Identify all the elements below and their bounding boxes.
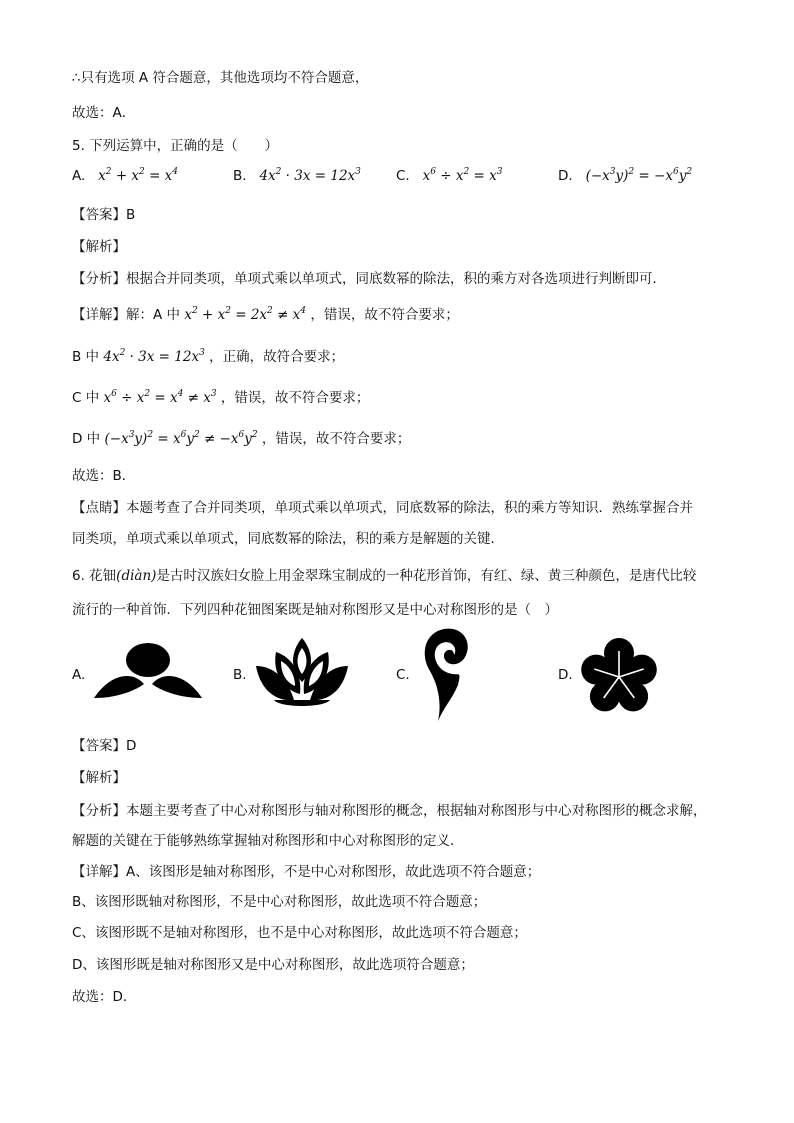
q6-option-a-label: A.: [72, 667, 86, 683]
q6-option-c-label: C.: [396, 667, 410, 683]
q6-pinyin: (diàn): [116, 568, 157, 584]
q6-detail-3: C、该图形既不是轴对称图形，也不是中心对称图形，故此选项不符合题意；: [72, 925, 527, 941]
five-petal-flower-icon-d: [578, 637, 660, 717]
q6-option-b-label: B.: [233, 667, 247, 683]
q6-stem-2: 流行的一种首饰．下列四种花钿图案既是轴对称图形又是中心对称图形的是（ ）: [72, 602, 558, 618]
q5-detail-d: D 中 $(-x^3y)^2 = x^6y^2 \ne -x^6y^2$ ，错误，故不符合要求；: [72, 430, 411, 447]
q6-choice: 故选：D．: [72, 989, 137, 1005]
q5-comment-2: 同类项，单项式乘以单项式，同底数幂的除法，积的乘方是解题的关键．: [72, 531, 504, 547]
swirl-flame-icon-c: [414, 627, 474, 723]
q5-detail-d-prefix: D 中: [72, 431, 101, 447]
q6-answer: 【答案】D: [72, 738, 137, 754]
choice-line: 故选：A．: [72, 105, 136, 121]
q5-detail-b-prefix: B 中: [72, 349, 100, 365]
q5-analysis: 【分析】根据合并同类项，单项式乘以单项式，同底数幂的除法，积的乘方对各选项进行判断即可．: [72, 271, 666, 287]
q6-detail-2: B、该图形既轴对称图形，不是中心对称图形，故此选项不符合题意；: [72, 894, 487, 910]
q6-detail-4: D、该图形既是轴对称图形又是中心对称图形，故此选项符合题意；: [72, 957, 474, 973]
q5-option-c-label: C.: [396, 168, 410, 184]
q5-detail-b-tail: ，正确，故符合要求；: [209, 349, 345, 365]
q5-detail-a: 【详解】解：A 中 $x^2 + x^2 = 2x^2 \ne x^4$ ，错误，故不符合要求；: [72, 306, 459, 323]
q5-option-a-label: A.: [72, 168, 86, 184]
conclusion-line: ∴只有选项 A 符合题意，其他选项均不符合题意，: [72, 70, 369, 86]
q5-stem: 5. 下列运算中，正确的是（ ）: [72, 138, 279, 154]
q5-comment-1: 【点睛】本题考查了合并同类项，单项式乘以单项式，同底数幂的除法，积的乘方等知识．熟练掌握合并: [72, 500, 693, 516]
q6-analysis-2: 解题的关键在于能够熟练掌握轴对称图形和中心对称图形的定义．: [72, 833, 464, 849]
q6-stem-start: 6. 花钿: [72, 568, 117, 584]
q6-analysis-1: 【分析】本题主要考查了中心对称图形与轴对称图形的概念，根据轴对称图形与中心对称图形的概念求解，: [72, 803, 707, 819]
q5-option-a: A. $x^2 + x^2 = x^4$: [72, 167, 179, 184]
q5-analysis-heading: 【解析】: [72, 239, 126, 255]
q5-option-d-label: D.: [558, 168, 573, 184]
lotus-cloud-icon-a: [92, 640, 204, 706]
q6-detail-1: 【详解】A、该图形是轴对称图形，不是中心对称图形，故此选项不符合题意；: [72, 864, 541, 880]
q5-option-c: C. $x^6 \div x^2 = x^3$: [396, 167, 503, 184]
q5-option-d: D. $(-x^3y)^2 = -x^6y^2$: [558, 167, 693, 184]
q6-stem-1: [72, 564, 696, 584]
q5-detail-b: B 中 $4x^2 \cdot 3x = 12x^3$ ，正确，故符合要求；: [72, 348, 345, 365]
q5-answer: 【答案】B: [72, 207, 136, 223]
q5-detail-c-prefix: C 中: [72, 390, 100, 406]
lotus-flower-icon-b: [254, 636, 350, 710]
q5-detail-a-tail: ，错误，故不符合要求；: [310, 307, 459, 323]
q5-choice: 故选：B．: [72, 468, 136, 484]
q5-detail-c-tail: ，错误，故不符合要求；: [220, 390, 370, 406]
q5-option-b: B. $4x^2 \cdot 3x = 12x^3$: [233, 167, 361, 184]
q5-detail-c: C 中 $x^6 \div x^2 = x^4 \ne x^3$ ，错误，故不符合要求；: [72, 389, 370, 406]
q6-stem-rest: 是古时汉族妇女脸上用金翠珠宝制成的一种花形首饰，有红、绿、黄三种颜色，是唐代比较: [156, 568, 697, 584]
q5-option-b-label: B.: [233, 168, 247, 184]
q5-detail-d-tail: ，错误，故不符合要求；: [261, 431, 411, 447]
q6-analysis-heading: 【解析】: [72, 770, 126, 786]
q5-detail-a-prefix: 【详解】解：A 中: [72, 307, 181, 323]
q6-option-d-label: D.: [558, 667, 573, 683]
